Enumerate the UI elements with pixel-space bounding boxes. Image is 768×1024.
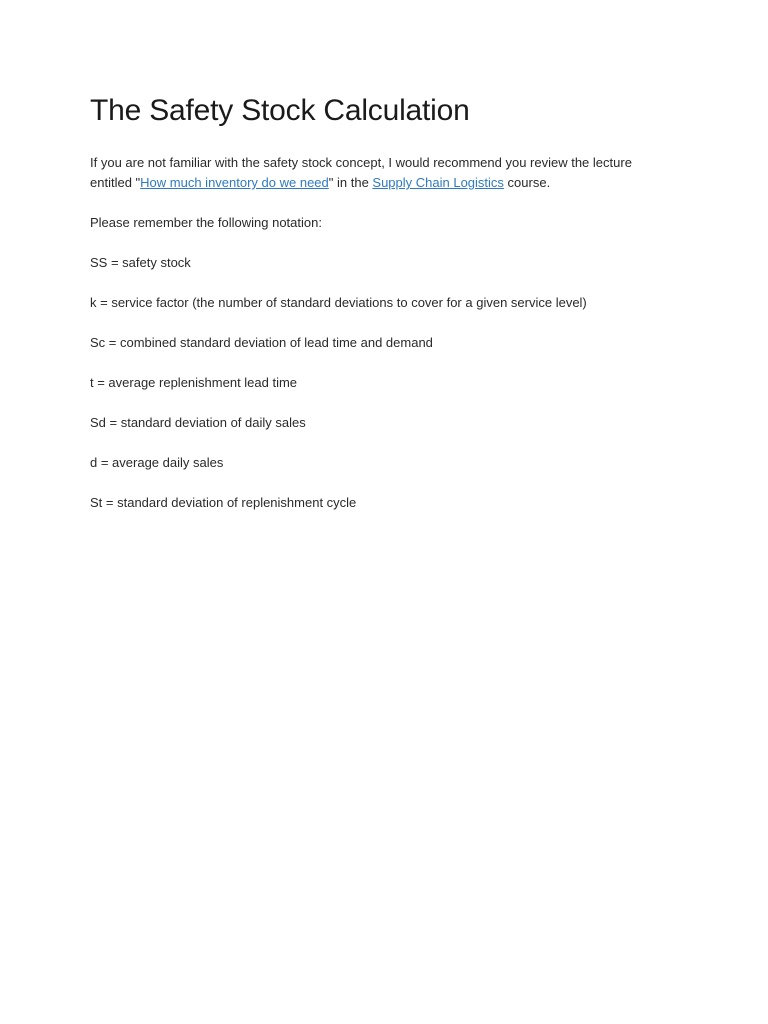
- notation-ss: SS = safety stock: [90, 255, 191, 270]
- intro-text-before: If you are not familiar with the safety stock concept, I would recommend you review the lecture entitled ": [90, 155, 632, 190]
- intro-text-middle: " in the: [328, 175, 373, 190]
- document-body: [90, 92, 690, 533]
- intro-text-after: course.: [503, 175, 551, 190]
- notation-sc: Sc = combined standard deviation of lead time and demand: [90, 335, 433, 350]
- notation-k: k = service factor (the number of standard deviations to cover for a given service level): [90, 295, 587, 310]
- notation-st: St = standard deviation of replenishment cycle: [90, 495, 357, 510]
- lecture-link[interactable]: How much inventory do we need: [140, 175, 329, 190]
- notation-sd: Sd = standard deviation of daily sales: [90, 415, 306, 430]
- notation-d: d = average daily sales: [90, 455, 224, 470]
- notation-t: t = average replenishment lead time: [90, 375, 298, 390]
- notation-intro: Please remember the following notation:: [90, 215, 322, 230]
- course-link[interactable]: Supply Chain Logistics: [372, 175, 504, 190]
- page-title: The Safety Stock Calculation: [90, 94, 470, 127]
- intro-paragraph: [90, 153, 650, 193]
